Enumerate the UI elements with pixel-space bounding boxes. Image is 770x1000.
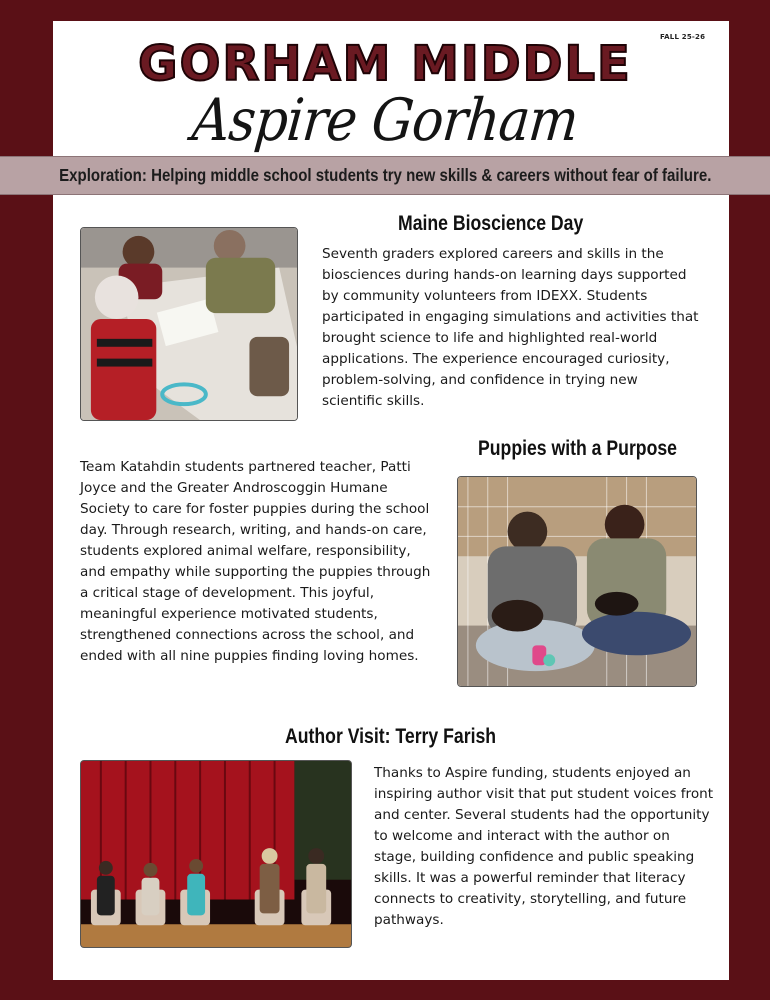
author-visit-stage-photo bbox=[80, 760, 352, 948]
program-script-title: Aspire Gorham bbox=[189, 87, 581, 155]
section-body-puppies: Team Katahdin students partnered teacher, Patti Joyce and the Greater Androscoggin Humane Society to care for foster puppies during the school day. Through research, writing, and hands-on care, students explored animal welfare, responsibility, and empathy while supporting the puppies through a critical stage of development. This joyful, meaningful experience motivated students, strengthened connections across the school, and ended with all nine puppies finding loving homes. bbox=[80, 459, 431, 664]
section-heading-puppies: Puppies with a Purpose bbox=[478, 437, 677, 460]
section-body-bioscience: Seventh graders explored careers and skills in the biosciences during hands-on learning days supported by community volunteers from IDEXX. Students participated in engaging simulations and activities that brought science to life and highlighted real-world applications. The experience encouraged curiosity, problem-solving, and confidence in trying new scientific skills. bbox=[322, 246, 699, 409]
tagline-text: Exploration: Helping middle school students try new skills & careers without fear of failure. bbox=[58, 165, 712, 185]
section-heading-bioscience: Maine Bioscience Day bbox=[398, 212, 584, 235]
students-with-puppies-photo bbox=[457, 476, 697, 687]
tagline-banner bbox=[0, 156, 770, 195]
school-title: GORHAM MIDDLE bbox=[138, 36, 632, 92]
students-lab-activity-photo bbox=[80, 227, 298, 421]
section-body-author-visit: Thanks to Aspire funding, students enjoyed an inspiring author visit that put student voices front and center. Several students had the opportunity to welcome and interact with the author on stage, building confidence and public speaking skills. It was a powerful reminder that literacy connects to creativity, storytelling, and future pathways. bbox=[374, 765, 714, 928]
edition-label: FALL 25-26 bbox=[660, 33, 706, 41]
section-heading-author-visit: Author Visit: Terry Farish bbox=[285, 725, 497, 748]
